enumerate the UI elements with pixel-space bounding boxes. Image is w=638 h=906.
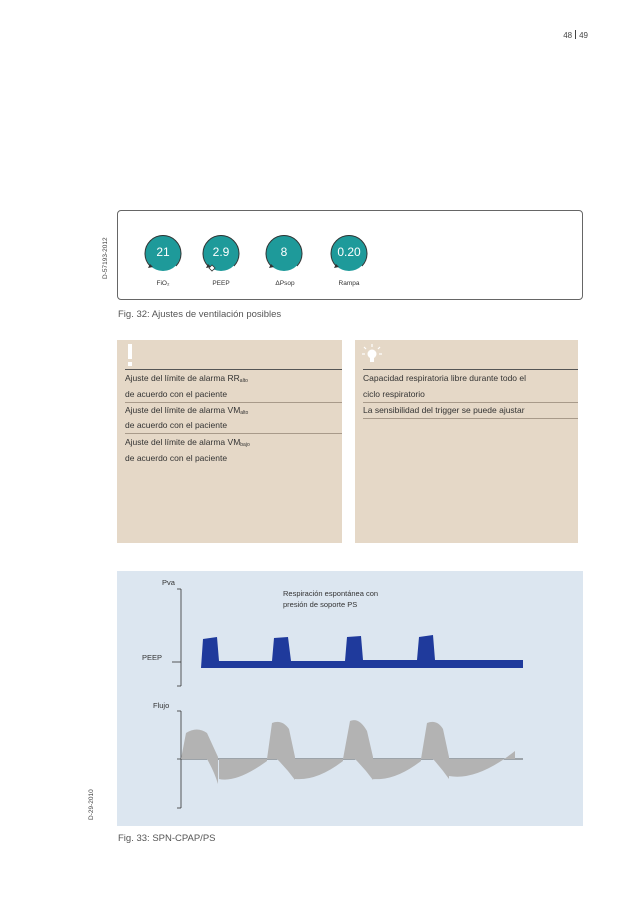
knob-rampa[interactable]: [329, 233, 369, 273]
warning-row-2-text: Ajuste del límite de alarma VM: [125, 405, 241, 415]
warning-row-1-line2: de acuerdo con el paciente: [125, 389, 228, 399]
warning-row-1-sub: alto: [239, 378, 248, 384]
label-pva: Pva: [162, 578, 175, 587]
figure32-caption: Fig. 32: Ajustes de ventilación posibles: [118, 309, 282, 320]
knob-rampa-label: Rampa: [338, 280, 360, 287]
figure33-caption: Fig. 33: SPN-CPAP/PS: [118, 833, 216, 844]
figure33-side-label: D-29-2010: [88, 789, 95, 820]
knob-peep[interactable]: [201, 233, 241, 273]
warning-table: [117, 340, 342, 543]
warning-row-2-sub: alto: [240, 410, 249, 416]
figure32-side-label: D-57193-2012: [102, 237, 109, 279]
warning-row-3-sub: bajo: [240, 442, 250, 448]
exclamation-icon: [126, 344, 134, 366]
pressure-waveform: [181, 635, 523, 668]
knob-fio2[interactable]: [143, 233, 183, 273]
warning-row-3-line2: de acuerdo con el paciente: [125, 453, 228, 463]
tip-row-1-line2: ciclo respiratorio: [363, 389, 425, 399]
knob-delta-psop-label: ΔPsop: [275, 280, 295, 287]
label-peep: PEEP: [142, 653, 163, 662]
knob-delta-psop-value: 8: [280, 245, 288, 259]
ventilation-settings-panel: [117, 210, 583, 300]
page-number-left: 48: [563, 31, 573, 40]
knob-fio2-value: 21: [156, 245, 170, 259]
warning-row-1-text: Ajuste del límite de alarma RR: [125, 373, 240, 383]
knob-peep-label: PEEP: [212, 280, 230, 287]
knob-fio2-label: FiO₂: [156, 280, 170, 287]
knob-rampa-value: 0.20: [337, 245, 361, 259]
knob-delta-psop[interactable]: [264, 233, 304, 273]
tip-row-1: Capacidad respiratoria libre durante todo el: [363, 373, 527, 383]
page-number: [563, 30, 588, 40]
flow-waveform: [181, 720, 515, 784]
annotation-line1: Respiración espontánea con: [283, 589, 379, 598]
annotation-line2: presión de soporte PS: [283, 600, 358, 609]
label-flujo: Flujo: [153, 701, 170, 710]
warning-row-3-text: Ajuste del límite de alarma VM: [125, 437, 241, 447]
page-number-right: 49: [579, 31, 588, 40]
lightbulb-icon: [361, 343, 383, 365]
waveform-panel: [117, 571, 583, 826]
waveform-graphic: [117, 571, 583, 826]
tip-table: [355, 340, 578, 543]
knob-peep-value: 2.9: [212, 245, 230, 259]
warning-row-2-line2: de acuerdo con el paciente: [125, 420, 228, 430]
tip-row-2: La sensibilidad del trigger se puede ajustar: [363, 405, 525, 415]
